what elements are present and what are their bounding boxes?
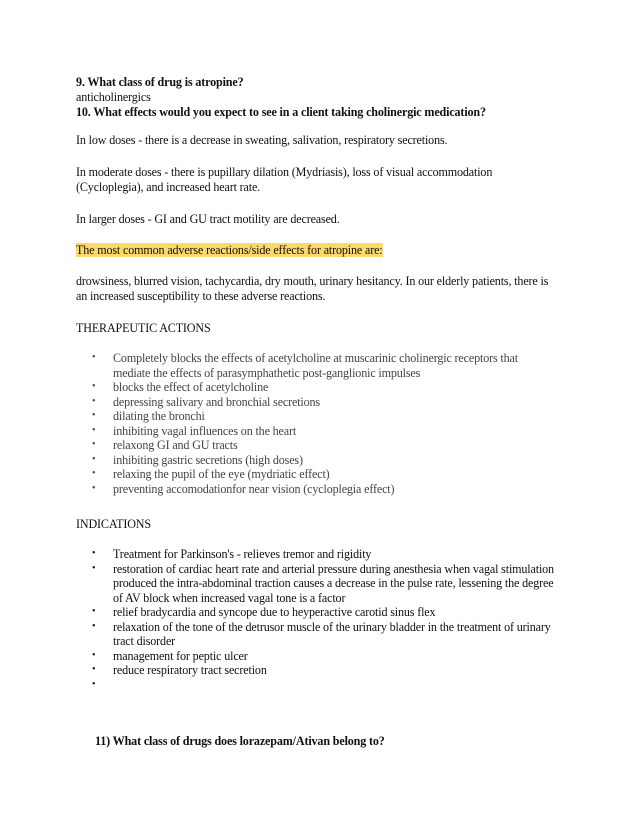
list-item: • preventing accomodationfor near vision (cycloplegia effect) xyxy=(92,481,395,496)
bullet-icon: • xyxy=(92,439,96,450)
list-item: • Treatment for Parkinson's - relieves tremor and rigidity xyxy=(92,547,372,561)
bullet-icon: • xyxy=(92,453,96,465)
list-item: • Completely blocks the effects of acetylcholine at muscarinic cholinergic receptors that mediate the effects of parasymphathetic post-ganglionic impulses xyxy=(92,351,518,380)
list-item: • reduce respiratory tract secretion xyxy=(92,663,267,677)
bullet-icon: • xyxy=(92,664,96,675)
bullet-icon: • xyxy=(92,548,96,559)
question-9: 9. What class of drug is atropine? xyxy=(76,75,244,89)
bullet-icon: • xyxy=(92,482,96,494)
list-item: • blocks the effect of acetylcholine xyxy=(92,380,269,394)
question-11: 11) What class of drugs does lorazepam/Ativan belong to? xyxy=(95,734,385,748)
list-item: • relaxing the pupil of the eye (mydriatic effect) xyxy=(92,467,330,481)
list-item: • relief bradycardia and syncope due to heyperactive carotid sinus flex xyxy=(92,605,436,619)
question-10: 10. What effects would you expect to see in a client taking cholinergic medication? xyxy=(76,105,486,119)
indications-heading: INDICATIONS xyxy=(76,517,151,531)
list-item: • inhibiting gastric secretions (high doses) xyxy=(92,452,303,467)
list-item: • management for peptic ulcer xyxy=(92,648,248,663)
adverse-heading: The most common adverse reactions/side effects for atropine are: xyxy=(76,243,383,257)
adverse-reactions-text: drowsiness, blurred vision, tachycardia, dry mouth, urinary hesitancy. In our elderly patients, there is an increased susceptibility to these adverse reactions. xyxy=(76,274,549,303)
large-dose-effects: In larger doses - GI and GU tract motility are decreased. xyxy=(76,212,340,226)
bullet-icon: • xyxy=(92,410,96,421)
bullet-icon: • xyxy=(92,649,96,661)
bullet-icon: • xyxy=(92,678,96,690)
list-item: • dilating the bronchi xyxy=(92,409,205,423)
bullet-icon: • xyxy=(92,352,96,363)
document-page xyxy=(76,75,556,749)
list-item: • relaxong GI and GU tracts xyxy=(92,438,238,452)
bullet-icon: • xyxy=(92,381,96,392)
therapeutic-list xyxy=(76,351,556,496)
indications-list xyxy=(76,547,556,692)
low-dose-effects: In low doses - there is a decrease in sweating, salivation, respiratory secretions. xyxy=(76,133,448,147)
list-item: • depressing salivary and bronchial secretions xyxy=(92,394,320,409)
bullet-icon: • xyxy=(92,424,96,436)
list-item xyxy=(76,678,556,693)
bullet-icon: • xyxy=(92,395,96,407)
answer-9: anticholinergics xyxy=(76,90,151,104)
adverse-heading-line xyxy=(76,243,556,258)
moderate-dose-effects: In moderate doses - there is pupillary dilation (Mydriasis), loss of visual accommodation (Cycloplegia), and increased heart rate. xyxy=(76,165,493,194)
list-item: • inhibiting vagal influences on the heart xyxy=(92,423,297,438)
list-item: • relaxation of the tone of the detrusor muscle of the urinary bladder in the treatment of urinary tract disorder xyxy=(92,619,551,648)
bullet-icon: • xyxy=(92,606,96,617)
bullet-icon: • xyxy=(92,468,96,479)
list-item: • restoration of cardiac heart rate and arterial pressure during anesthesia when vagal stimulation produced the intra-abdominal traction causes a decrease in the pulse rate, lessening the degree of AV block when increased vagal tone is a factor xyxy=(92,561,554,605)
bullet-icon: • xyxy=(92,562,96,574)
bullet-icon: • xyxy=(92,620,96,632)
therapeutic-heading: THERAPEUTIC ACTIONS xyxy=(76,321,211,335)
